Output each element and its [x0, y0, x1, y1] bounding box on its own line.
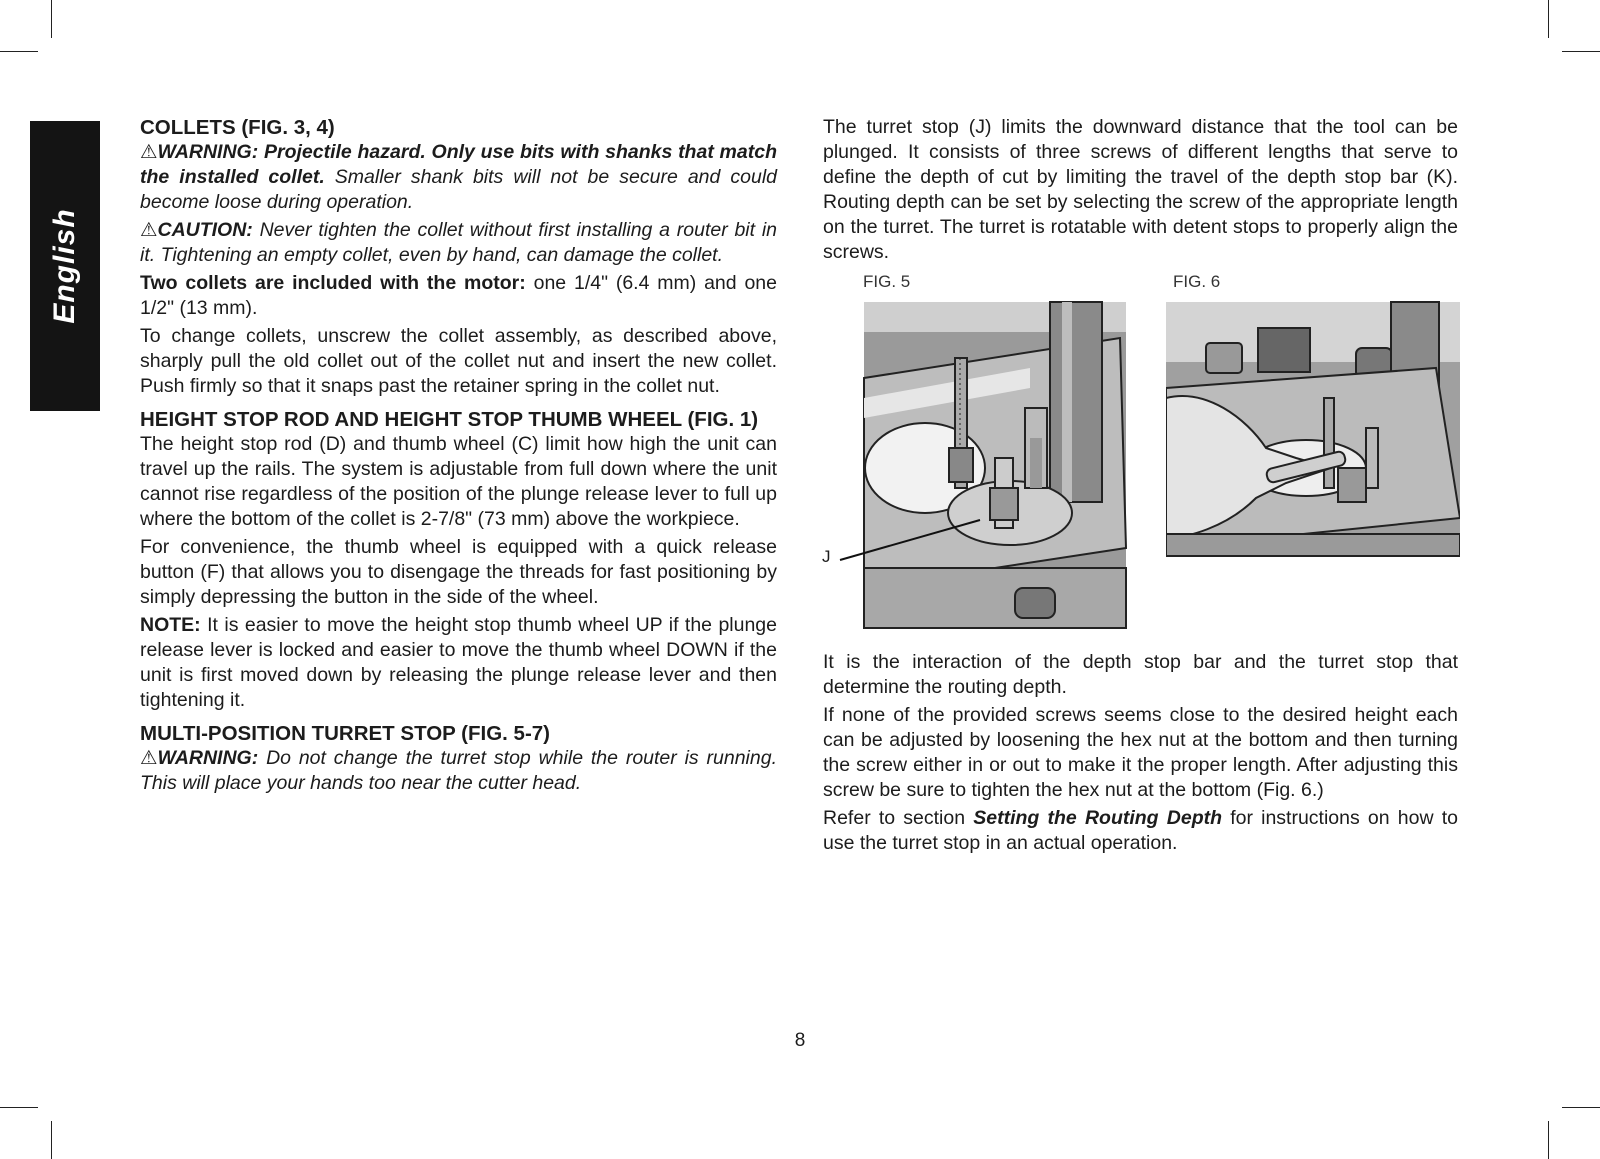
crop-mark [1548, 1121, 1549, 1159]
warning-triangle-icon: ⚠ [140, 141, 158, 163]
right-column-top [823, 115, 1458, 268]
fig6-adjusting-illustration [1166, 298, 1460, 560]
language-tab-label: English [48, 208, 81, 324]
collets-caution-text: Never tighten the collet without first installing a router bit in it. Tightening an empty collet, even by hand, can damage the collet. [140, 219, 777, 266]
height-stop-paragraph-2: For convenience, the thumb wheel is equipped with a quick release button (F) that allows you to disengage the threads for fast positioning by simply depressing the button in the side of the wheel. [140, 536, 777, 608]
crop-mark [0, 51, 38, 52]
collets-heading: COLLETS (FIG. 3, 4) [140, 116, 335, 139]
language-tab [30, 121, 100, 411]
collets-caution-bold: CAUTION: [157, 219, 253, 241]
two-collets-text: one 1/4" (6.4 mm) and one 1/2" (13 mm). [140, 272, 777, 319]
note-bold: NOTE: [140, 614, 201, 636]
crop-mark [1562, 1107, 1600, 1108]
two-collets-bold: Two collets are included with the motor: [140, 272, 526, 294]
interaction-paragraph: It is the interaction of the depth stop bar and the turret stop that determine the routing depth. [823, 651, 1458, 698]
two-collets-paragraph [140, 271, 777, 321]
crop-mark [51, 1121, 52, 1159]
height-stop-paragraph-1: The height stop rod (D) and thumb wheel (C) limit how high the unit can travel up the rails. The system is adjustable from full down where the unit cannot rise regardless of the position of the plunge release lever to full up where the bottom of the collet is 2-7/8" (73 mm) above the workpiece. [140, 433, 777, 530]
page-number: 8 [794, 1030, 806, 1051]
height-stop-heading: HEIGHT STOP ROD AND HEIGHT STOP THUMB WHEEL (FIG. 1) [140, 408, 759, 431]
figures-area [822, 272, 1460, 640]
refer-pre: Refer to section [823, 807, 974, 829]
adjust-screws-paragraph: If none of the provided screws seems close to the desired height each can be adjusted by loosening the hex nut at the bottom and then turning the screw either in or out to make it the proper length. After adjusting this screw be sure to tighten the hex nut at the bottom (Fig. 6.) [823, 704, 1458, 801]
fig5-label: FIG. 5 [863, 272, 911, 291]
crop-mark [1548, 0, 1549, 38]
left-column [140, 115, 777, 799]
fig5-callout-j: J [822, 547, 831, 566]
turret-warning-bold: WARNING: [157, 747, 259, 769]
height-stop-note [140, 613, 777, 713]
note-text: It is easier to move the height stop thumb wheel UP if the plunge release lever is locked and easier to move the thumb wheel DOWN if the unit is first moved down by releasing the plunge release lever and then tightening it. [140, 614, 777, 711]
collets-warning-bold: WARNING: Projectile hazard. Only use bits with shanks that match the installed collet. [140, 141, 777, 188]
turret-description-paragraph: The turret stop (J) limits the downward distance that the tool can be plunged. It consists of three screws of different lengths that serve to define the depth of cut by limiting the travel of the depth stop bar (K). Routing depth can be set by selecting the screw of the appropriate length on the turret. The turret is rotatable with detent stops to properly align the screws. [823, 116, 1458, 263]
turret-stop-heading: MULTI-POSITION TURRET STOP (FIG. 5-7) [140, 722, 551, 745]
crop-mark [51, 0, 52, 38]
refer-section-paragraph [823, 806, 1458, 856]
refer-section-link-text: Setting the Routing Depth [973, 807, 1223, 829]
turret-warning [140, 746, 777, 796]
collets-warning [140, 140, 777, 215]
right-column-bottom [823, 650, 1458, 859]
collets-caution [140, 218, 777, 268]
fig5-turret-illustration [830, 298, 1130, 640]
crop-mark [1562, 51, 1600, 52]
fig6-label: FIG. 6 [1173, 272, 1221, 291]
change-collets-paragraph: To change collets, unscrew the collet assembly, as described above, sharply pull the old collet out of the collet nut and insert the new collet. Push firmly so that it snaps past the retainer spring in the collet nut. [140, 325, 777, 397]
collets-warning-text: Smaller shank bits will not be secure and could become loose during operation. [140, 166, 777, 213]
caution-triangle-icon: ⚠ [140, 219, 158, 241]
refer-post: for instructions on how to use the turret stop in an actual operation. [823, 807, 1459, 854]
warning-triangle-icon: ⚠ [140, 747, 158, 769]
crop-mark [0, 1107, 38, 1108]
turret-warning-text: Do not change the turret stop while the router is running. This will place your hands too near the cutter head. [140, 747, 777, 794]
